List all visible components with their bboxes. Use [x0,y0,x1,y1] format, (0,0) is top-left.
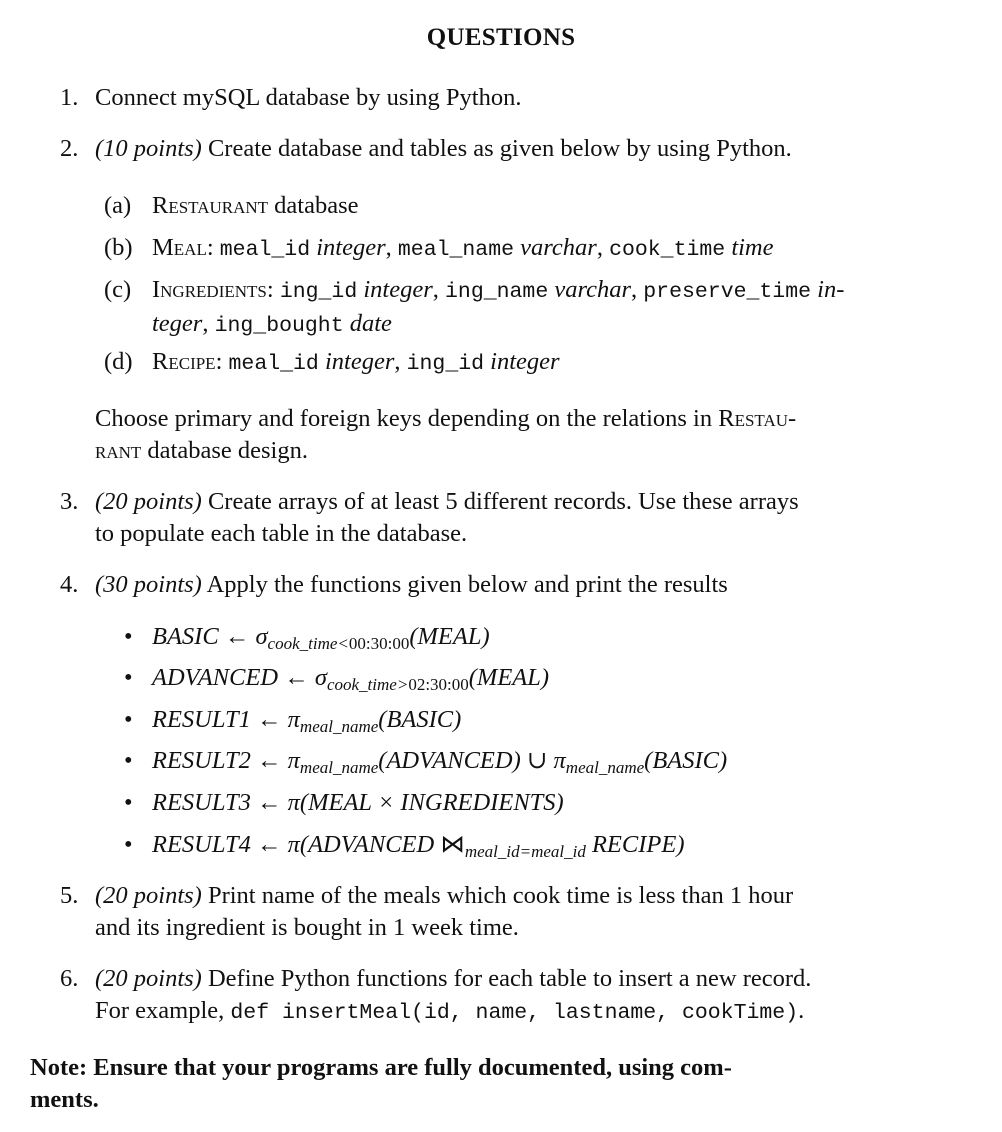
note-text: Note: Ensure that your programs are fully documented, using com- [30,1054,732,1081]
colon: : [215,348,223,375]
arrow: ← [218,623,256,650]
table-name: Recipe [152,348,216,375]
expr-arg: (MEAL) [409,623,490,650]
field-type: integer [363,276,433,303]
union-operator: ∪ [520,747,554,774]
question-text: For example, [95,997,231,1024]
question-1 [60,82,930,114]
field-name: meal_name [397,238,515,262]
expr-arg: (BASIC) [378,706,462,733]
field-type: time [731,234,774,261]
expr-subscript: meal_name [565,758,645,777]
bullet-basic [124,621,924,653]
join-operator: ⋈ [440,831,465,858]
expr-arg: (MEAL) [468,664,550,691]
field-name: cook_time [609,238,726,262]
sub-label: (b) [104,234,133,261]
question-number: 6. [60,965,79,992]
field-name: ing_bought [214,314,344,338]
field-name: ing_name [445,280,549,304]
bullet-icon: • [124,706,133,733]
question-3 [60,486,930,550]
field-type: varchar [554,276,632,303]
question-text: Define Python functions for each table to insert a new record. [201,965,812,992]
expr-subscript: cook_time> [326,675,409,694]
question-4 [60,569,930,601]
arrow: ← [250,706,288,733]
field-type: teger [152,310,203,337]
expr-arg: (ADVANCED) [378,747,521,774]
expr-lhs: RESULT1 [152,706,251,733]
note-text: ments. [30,1086,99,1113]
field-name: preserve_time [643,280,812,304]
operator: σ [255,623,268,650]
bullet-result1 [124,704,924,736]
operator: π [287,789,300,816]
field-type: integer [316,234,386,261]
keys-paragraph [95,403,930,467]
expr-arg: (MEAL × INGREDIENTS) [299,789,564,816]
operator: π [287,831,300,858]
expr-arg: (BASIC) [644,747,728,774]
operator: σ [314,664,327,691]
question-6 [60,963,930,1029]
field-type: integer [324,348,395,375]
table-name: Ingredients [152,276,267,303]
bullet-result2 [124,745,924,777]
question-2 [60,133,930,165]
operator: π [287,747,300,774]
sub-label: (a) [104,192,132,219]
expr-subscript: meal_id=meal_id [464,842,586,861]
bullet-icon: • [124,789,133,816]
question-number: 1. [60,84,79,111]
question-number: 3. [60,488,79,515]
question-text: Print name of the meals which cook time is less than 1 hour [201,882,794,909]
db-name: Restau- [718,405,797,432]
bullet-icon: • [124,664,133,691]
bullet-result4 [124,829,924,861]
question-text: . [798,997,805,1024]
arrow: ← [250,831,288,858]
question-text: Apply the functions given below and print the results [201,571,728,598]
page-title: QUESTIONS [426,24,576,51]
operator: π [553,747,566,774]
operator: π [287,706,300,733]
paragraph-text: database design. [141,437,308,464]
db-name: rant [95,437,142,464]
question-text: to populate each table in the database. [95,520,468,547]
field-type: integer [490,348,560,375]
sub-item-b: (b) Meal: meal_id integer, meal_name varchar, cook_time time [104,234,774,262]
question-number: 2. [60,135,79,162]
table-name: Meal [152,234,207,261]
arrow: ← [278,664,315,691]
field-type: in- [817,276,845,303]
field-name: meal_id [219,238,311,262]
question-text: Connect mySQL database by using Python. [95,84,522,111]
field-type: date [349,310,392,337]
expr-subscript: meal_name [299,717,379,736]
question-text: and its ingredient is bought in 1 week time. [95,914,519,941]
question-text: Create database and tables as given below by using Python. [201,135,792,162]
sub-item-c: (c) Ingredients: ing_id integer, ing_name varchar, preserve_time in- teger, ing_bought date [104,276,845,338]
expr-lhs: ADVANCED [152,664,279,691]
arrow: ← [250,747,288,774]
question-number: 5. [60,882,79,909]
bullet-icon: • [124,831,133,858]
expr-subscript: meal_name [299,758,379,777]
bullet-icon: • [124,747,133,774]
question-number: 4. [60,571,79,598]
expr-subscript-value: 00:30:00 [348,634,410,653]
field-name: meal_id [228,352,319,376]
expr-arg: RECIPE) [585,831,685,858]
colon: : [206,234,214,261]
arrow: ← [250,789,288,816]
expr-subscript-value: 02:30:00 [408,675,469,694]
expr-lhs: BASIC [152,623,219,650]
bullet-advanced [124,662,924,694]
note [30,1052,930,1116]
points-label: (10 points) [95,135,202,162]
points-label: (20 points) [95,965,202,992]
expr-arg: (ADVANCED [299,831,441,858]
paragraph-text: Choose primary and foreign keys depending on the relations in [95,405,719,432]
expr-subscript: cook_time< [267,634,349,653]
points-label: (30 points) [95,571,202,598]
points-label: (20 points) [95,882,202,909]
field-name: ing_id [406,352,485,376]
points-label: (20 points) [95,488,202,515]
expr-lhs: RESULT4 [152,831,251,858]
colon: : [266,276,274,303]
field-name: ing_id [279,280,358,304]
sub-label: (c) [104,276,132,303]
bullet-result3 [124,787,924,819]
question-5 [60,880,930,944]
sub-item-a [104,190,934,222]
table-name: Restaurant [152,192,269,219]
code-snippet: def insertMeal(id, name, lastname, cookTime) [230,1001,799,1025]
expr-lhs: RESULT2 [152,747,251,774]
sub-item-d: (d) Recipe: meal_id integer, ing_id integer [104,348,560,376]
sub-text: database [268,192,359,219]
bullet-icon: • [124,623,133,650]
expr-lhs: RESULT3 [152,789,251,816]
sub-label: (d) [104,348,133,375]
question-text: Create arrays of at least 5 different records. Use these arrays [201,488,799,515]
field-type: varchar [520,234,597,261]
